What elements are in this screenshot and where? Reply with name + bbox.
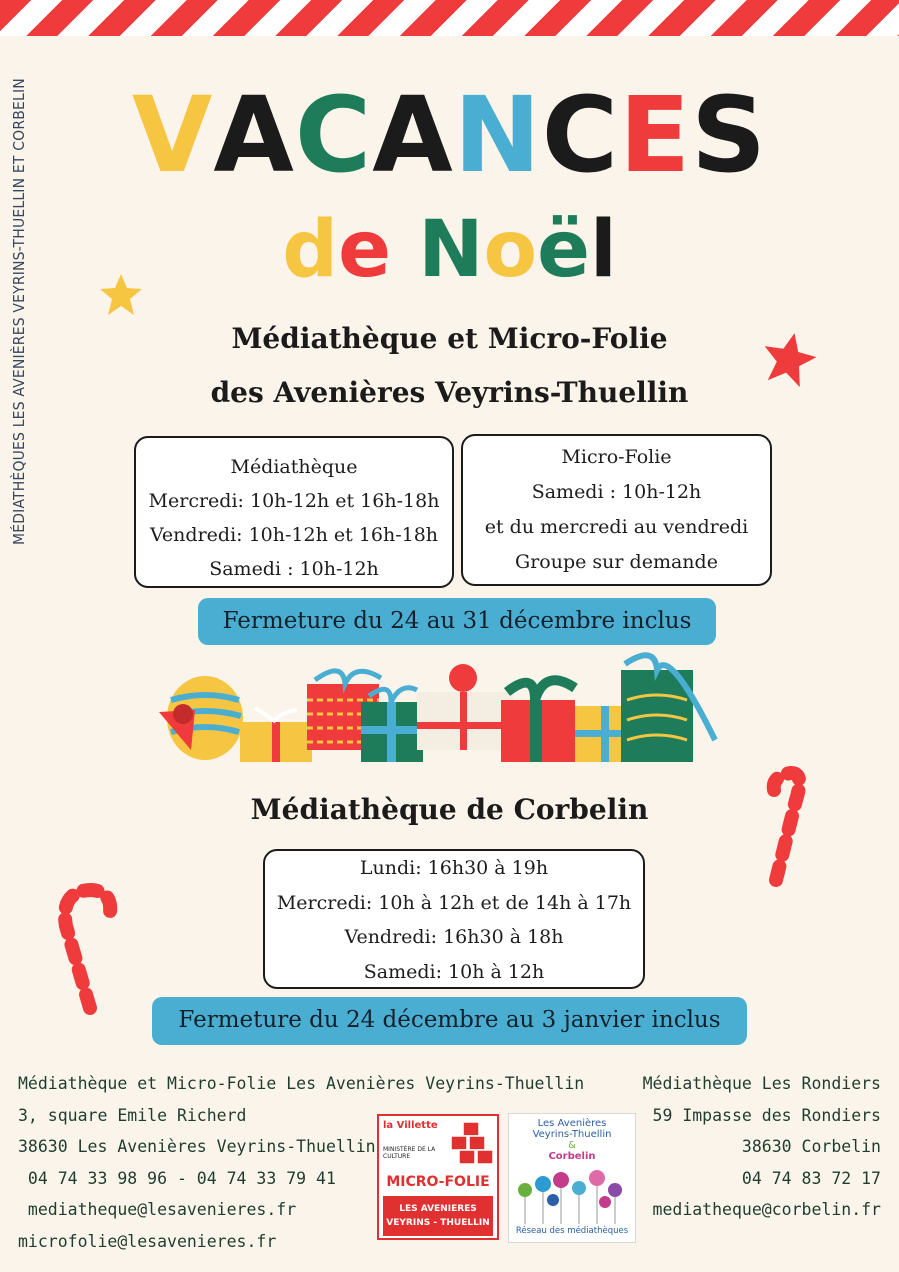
reseau-logo <box>508 1113 636 1243</box>
section2-heading: Médiathèque de Corbelin <box>250 793 649 826</box>
microfolie-logo <box>377 1114 499 1240</box>
cubes-icon <box>445 1120 495 1166</box>
title-letter: N <box>418 205 484 295</box>
email-link[interactable]: mediatheque@lesavenieres.fr <box>18 1200 297 1219</box>
address-line: 59 Impasse des Rondiers <box>652 1105 881 1125</box>
closing-banner-2: Fermeture du 24 décembre au 3 janvier inclus <box>152 997 747 1045</box>
title-letter: C <box>294 74 373 196</box>
title-letter: C <box>541 74 620 196</box>
title-letter: A <box>213 74 295 196</box>
reseau-amp: & <box>568 1140 576 1151</box>
star-yellow-icon <box>98 272 144 318</box>
mediatheque-hours-box <box>134 436 454 588</box>
title-letter <box>391 205 418 295</box>
hours-line: Mercredi: 10h à 12h et de 14h à 17h <box>276 891 632 914</box>
title-letter: o <box>483 205 538 295</box>
phone-line: 04 74 83 72 17 <box>741 1168 881 1188</box>
hours-line: Groupe sur demande <box>515 551 718 573</box>
hours-line: Samedi : 10h-12h <box>209 558 379 580</box>
hours-line: Mercredi: 10h-12h et 16h-18h <box>148 490 440 512</box>
title-letter: S <box>691 74 768 196</box>
email-link[interactable]: microfolie@lesavenieres.fr <box>18 1231 277 1251</box>
logo-place <box>383 1196 493 1236</box>
closing-banner-1: Fermeture du 24 au 31 décembre inclus <box>198 598 716 645</box>
footer-address-left <box>18 1068 584 1257</box>
box-title: Micro-Folie <box>561 446 672 468</box>
gifts-illustration <box>155 650 725 770</box>
logo-brand: la Villette <box>383 1120 438 1131</box>
section1-heading-line2: des Avenières Veyrins-Thuellin <box>210 376 689 409</box>
hours-line: et du mercredi au vendredi <box>484 516 749 538</box>
network-dots-icon <box>513 1170 633 1226</box>
phone-line: 04 74 33 98 96 - 04 74 33 79 41 <box>18 1168 336 1188</box>
footer-address-right <box>643 1068 881 1226</box>
hours-line: Samedi: 10h à 12h <box>363 960 545 983</box>
title-letter: e <box>338 205 392 295</box>
corbelin-hours-box <box>263 849 645 989</box>
reseau-line: Veyrins-Thuellin <box>532 1129 612 1140</box>
email-link[interactable]: mediatheque@corbelin.fr <box>652 1200 881 1219</box>
title-letter: V <box>131 74 214 196</box>
address-line: Médiathèque Les Rondiers <box>642 1074 881 1093</box>
reseau-title <box>509 1118 635 1162</box>
hours-line: Samedi : 10h-12h <box>531 481 702 503</box>
reseau-line: Les Avenières <box>537 1118 607 1129</box>
title-letter: N <box>453 74 542 196</box>
address-line: Médiathèque et Micro-Folie Les Avenières Veyrins-Thuellin <box>18 1074 585 1093</box>
logo-name: MICRO-FOLIE <box>386 1174 490 1190</box>
hours-line: Vendredi: 16h30 à 18h <box>344 926 564 948</box>
box-title: Médiathèque <box>230 456 358 478</box>
logo-place-line: VEYRINS - THUELLIN <box>386 1218 490 1228</box>
hours-line: Lundi: 16h30 à 19h <box>359 857 549 879</box>
candy-cane-left-icon <box>46 876 126 1016</box>
logo-place-line: LES AVENIERES <box>399 1204 477 1214</box>
microfolie-hours-box <box>461 434 772 586</box>
reseau-line: Corbelin <box>548 1151 596 1162</box>
title-letter: A <box>372 74 454 196</box>
title-letter: E <box>619 74 692 196</box>
title-letter: ë <box>537 205 590 295</box>
candy-stripe-banner <box>0 0 899 36</box>
side-vertical-text: MÉDIATHÈQUES LES AVENIÈRES VEYRINS-THUELLIN ET CORBELIN <box>10 78 28 545</box>
address-line: 38630 Les Avenières Veyrins-Thuellin <box>18 1137 376 1156</box>
title-vacances <box>0 74 899 196</box>
title-letter: d <box>282 205 339 295</box>
hours-line: Vendredi: 10h-12h et 16h-18h <box>149 524 439 546</box>
address-line: 38630 Corbelin <box>741 1137 881 1156</box>
section1-heading-line1: Médiathèque et Micro-Folie <box>231 322 668 355</box>
logo-ministry: MINISTÈRE DE LA CULTURE <box>383 1146 436 1160</box>
address-line: 3, square Emile Richerd <box>18 1105 247 1125</box>
title-letter: l <box>589 205 617 295</box>
reseau-bottom: Réseau des médiathèques <box>515 1226 629 1236</box>
